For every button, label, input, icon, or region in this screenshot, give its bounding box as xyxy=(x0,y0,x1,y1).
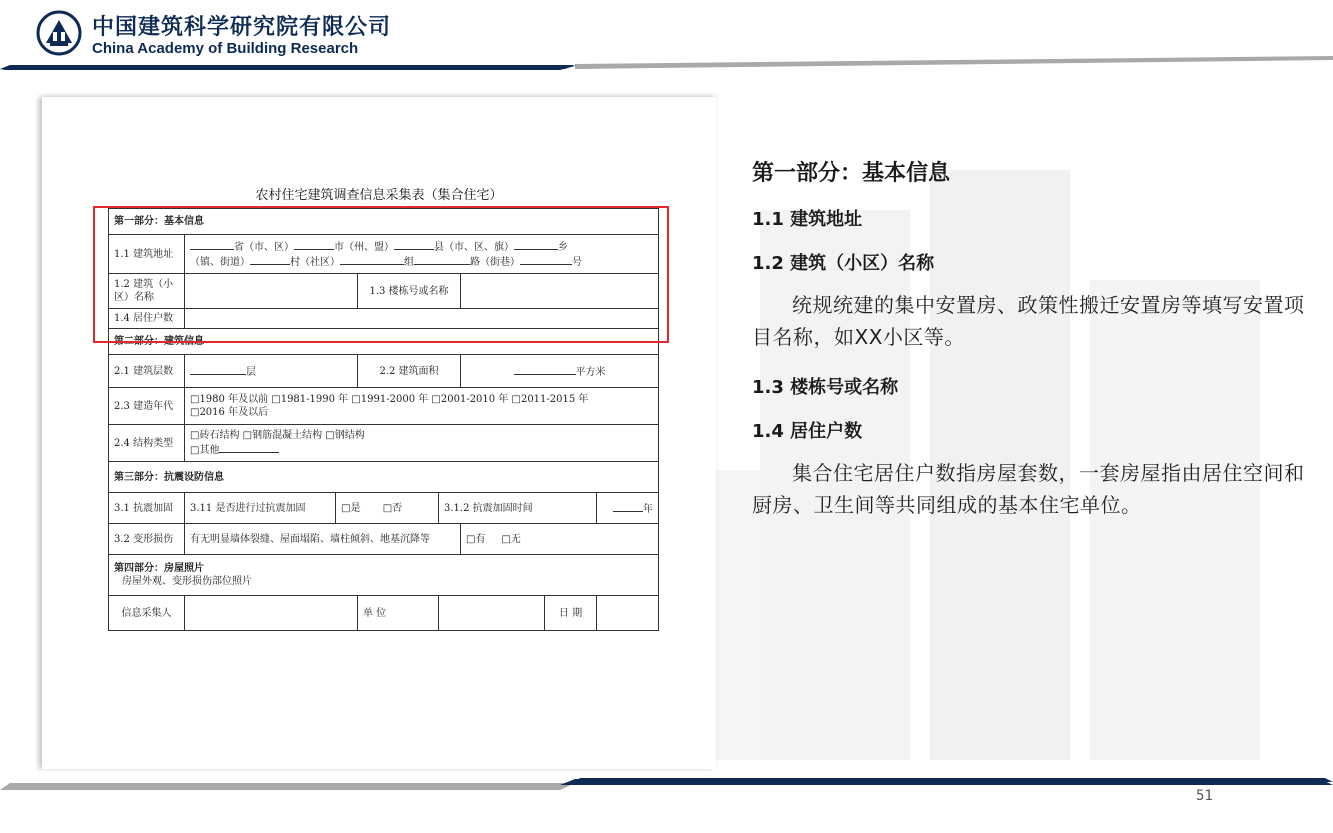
address-part: 县（市、区、旗） xyxy=(434,242,514,253)
retrofit-year-unit: 年 xyxy=(643,503,654,515)
collector-value xyxy=(185,596,358,631)
damage-question: 有无明显墙体裂缝、屋面塌陷、墙柱倾斜、地基沉降等 xyxy=(185,524,461,555)
damage-label: 3.2 变形损伤 xyxy=(109,524,185,555)
address-part: 村（社区） xyxy=(290,257,340,268)
table-row xyxy=(109,493,659,524)
address-part: （镇、街道） xyxy=(190,257,250,268)
footer-divider-bars xyxy=(0,768,1333,796)
retrofit-question: 3.11 是否进行过抗震加固 xyxy=(185,493,336,524)
floors-value xyxy=(185,355,358,388)
survey-form-document xyxy=(42,97,716,769)
item-1-4: 1.4 居住户数 xyxy=(752,421,863,442)
explanation-panel xyxy=(752,156,1312,541)
address-part: 市（州、盟） xyxy=(334,242,394,253)
item-1-3: 1.3 楼栋号或名称 xyxy=(752,377,899,398)
unit-label-text: 单 位 xyxy=(363,607,387,619)
building-name-label: 1.2 建筑（小区）名称 xyxy=(109,274,185,309)
org-name-en: China Academy of Building Research xyxy=(92,40,359,57)
document-title: 农村住宅建筑调查信息采集表（集合住宅） xyxy=(255,188,503,203)
area-value xyxy=(461,355,659,388)
header-divider-bars xyxy=(0,52,1333,78)
address-part: 路（街巷） xyxy=(470,257,520,268)
table-row xyxy=(109,425,659,462)
structure-type-label: 2.4 结构类型 xyxy=(109,425,185,462)
table-row xyxy=(109,524,659,555)
address-part: 省（市、区） xyxy=(234,242,294,253)
item-1-1: 1.1 建筑地址 xyxy=(752,209,863,230)
building-number-label: 1.3 楼栋号或名称 xyxy=(358,274,461,309)
highlight-box-section-1 xyxy=(93,206,669,343)
address-part: 乡 xyxy=(558,242,568,253)
section-3-header: 第三部分：抗震设防信息 xyxy=(109,462,659,493)
structure-other: □其他 xyxy=(190,445,220,456)
build-year-value xyxy=(185,388,659,425)
section-4-block xyxy=(109,555,659,596)
structure-type-options-2 xyxy=(190,442,653,457)
page-number: 51 xyxy=(1196,788,1213,804)
retrofit-time-label: 3.1.2 抗震加固时间 xyxy=(439,493,597,524)
unit-label xyxy=(358,596,439,631)
floors-label: 2.1 建筑层数 xyxy=(109,355,185,388)
section-1-header: 第一部分：基本信息 xyxy=(109,209,659,235)
section-4-desc: 房屋外观、变形损伤部位照片 xyxy=(122,576,252,587)
structure-type-value xyxy=(185,425,659,462)
floors-unit: 层 xyxy=(246,366,256,378)
retrofit-options xyxy=(336,493,439,524)
section-heading: 第一部分：基本信息 xyxy=(752,161,951,186)
date-value xyxy=(597,596,659,631)
table-row xyxy=(109,355,659,388)
table-row xyxy=(109,555,659,596)
table-row xyxy=(109,462,659,493)
table-row xyxy=(109,596,659,631)
collector-label: 信息采集人 xyxy=(109,596,185,631)
retrofit-no: □否 xyxy=(382,502,403,514)
damage-yes: □有 xyxy=(466,533,486,545)
section-2-header: 第二部分：建筑信息 xyxy=(109,329,659,355)
paragraph-1: 统规统建的集中安置房、政策性搬迁安置房等填写安置项目名称，如XX小区等。 xyxy=(752,293,1305,349)
retrofit-time-value xyxy=(597,493,659,524)
build-year-label: 2.3 建造年代 xyxy=(109,388,185,425)
cabr-logo-icon xyxy=(36,10,82,56)
build-year-options-2: □2016 年及以后 xyxy=(190,407,269,418)
build-year-options-1: □1980 年及以前 □1981-1990 年 □1991-2000 年 □2001-2010 年 □2011-2015 年 xyxy=(190,394,589,405)
damage-options xyxy=(461,524,659,555)
address-part: 组 xyxy=(404,257,414,268)
date-label: 日 期 xyxy=(545,596,597,631)
area-unit: 平方米 xyxy=(575,366,606,378)
retrofit-label: 3.1 抗震加固 xyxy=(109,493,185,524)
structure-type-options-1: □砖石结构 □钢筋混凝土结构 □钢结构 xyxy=(190,430,365,441)
retrofit-yes: □是 xyxy=(341,502,361,514)
households-label: 1.4 居住户数 xyxy=(109,309,185,329)
org-name-cn: 中国建筑科学研究院有限公司 xyxy=(92,14,392,40)
section-4-header: 第四部分：房屋照片 xyxy=(114,563,204,574)
area-label: 2.2 建筑面积 xyxy=(358,355,461,388)
paragraph-2: 集合住宅居住户数指房屋套数，一套房屋指由居住空间和厨房、卫生间等共同组成的基本住宅单位。 xyxy=(752,461,1305,517)
address-part: 号 xyxy=(572,257,582,268)
unit-value xyxy=(439,596,545,631)
damage-no: □无 xyxy=(501,533,521,545)
address-label: 1.1 建筑地址 xyxy=(109,235,185,274)
item-1-2: 1.2 建筑（小区）名称 xyxy=(752,253,935,274)
table-row xyxy=(109,388,659,425)
